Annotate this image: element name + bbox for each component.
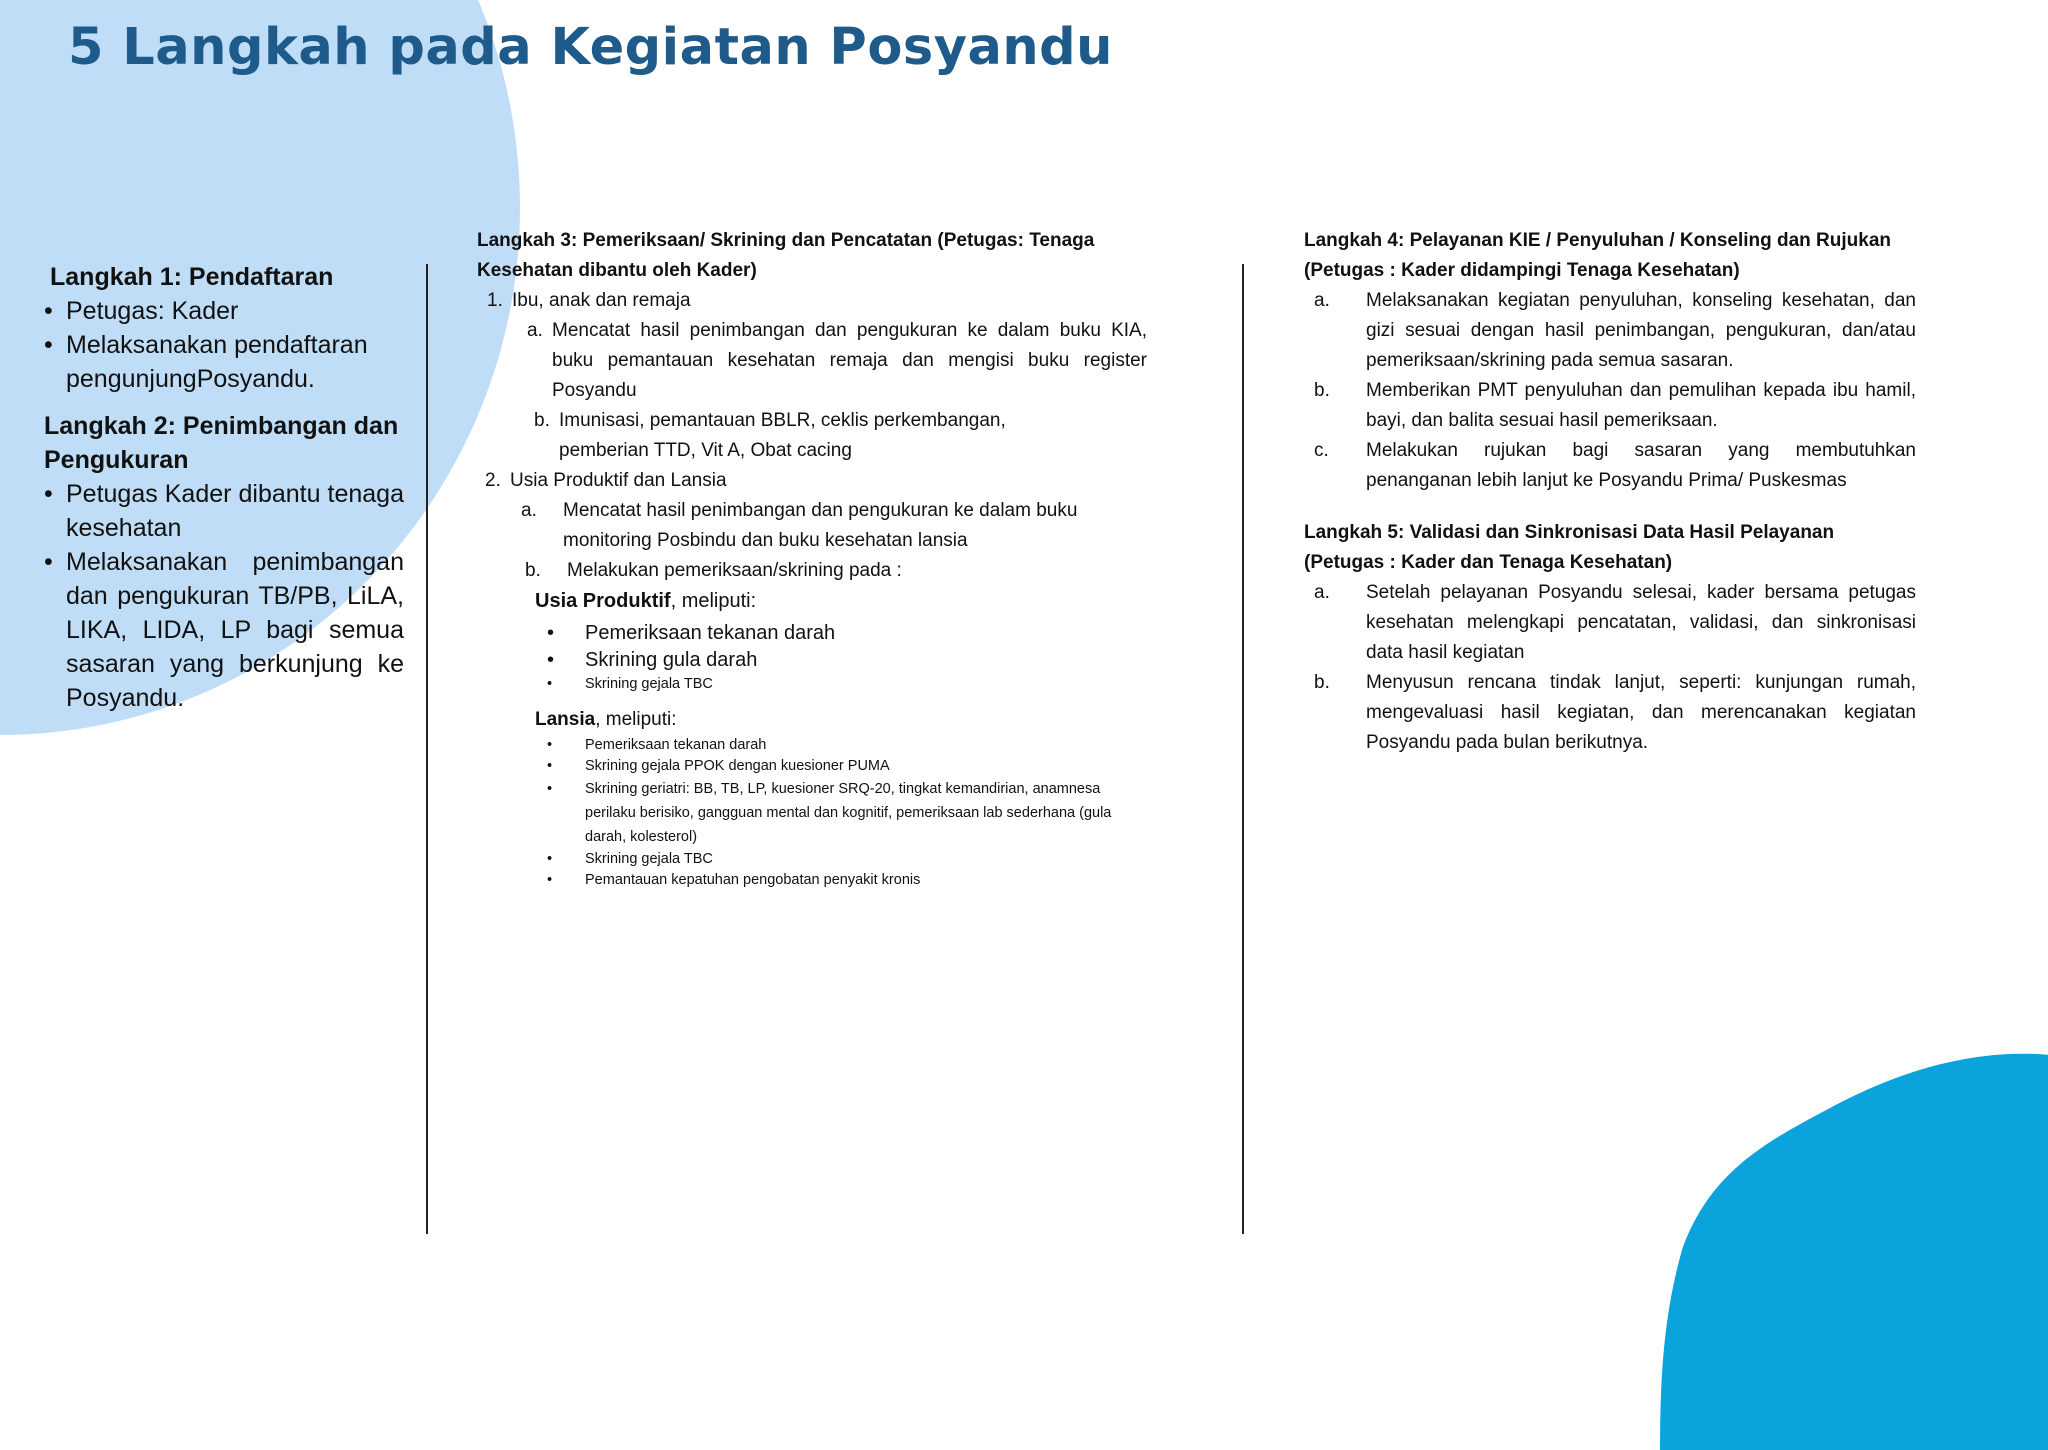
lansia-label: Lansia, meliputi: — [535, 709, 677, 730]
list-item: • Petugas Kader dibantu tenaga kesehatan — [44, 477, 404, 545]
list-marker: c. — [1314, 440, 1329, 461]
list-marker: b. — [1314, 672, 1330, 693]
list-item — [487, 286, 1177, 316]
usia-produktif-label: Usia Produktif, meliputi: — [535, 590, 757, 612]
list-marker: b. — [1314, 380, 1330, 401]
list-marker: a. — [527, 320, 543, 341]
steps-4-5-column — [1304, 226, 1916, 758]
list-item — [521, 496, 1081, 556]
list-item — [1314, 578, 1916, 668]
list-item: • Skrining gejala TBC — [535, 674, 1177, 695]
list-item — [534, 406, 1094, 466]
list-item — [1314, 668, 1916, 758]
list-item-text: Memberikan PMT penyuluhan dan pemulihan kepada ibu hamil, bayi, dan balita sesuai hasil pemeriksaan. — [1366, 380, 1916, 431]
usia-produktif-list — [535, 620, 1177, 695]
list-item — [1314, 286, 1916, 376]
list-marker: b. — [525, 560, 541, 581]
list-item: • Skrining gejala PPOK dengan kuesioner PUMA — [535, 756, 1115, 777]
list-item — [525, 556, 1177, 586]
column-divider-left — [426, 264, 428, 1234]
list-marker: b. — [534, 410, 550, 431]
list-item — [1314, 436, 1916, 496]
list-item: • Pemantauan kepatuhan pengobatan penyakit kronis — [535, 870, 1115, 891]
list-item: • Melaksanakan penimbangan dan pengukuran TB/PB, LiLA, LIKA, LIDA, LP bagi semua sasaran yang berkunjung ke Posyandu. — [44, 545, 404, 715]
column-divider-right — [1242, 264, 1244, 1234]
list-item-text: Melakukan rujukan bagi sasaran yang membutuhkan penanganan lebih lanjut ke Posyandu Prima/ Puskesmas — [1366, 440, 1916, 491]
list-item-text: Imunisasi, pemantauan BBLR, ceklis perkembangan, pemberian TTD, Vit A, Obat cacing — [559, 410, 1006, 461]
step2-heading: Langkah 2: Penimbangan dan Pengukuran — [44, 412, 399, 474]
list-item-text: Usia Produktif dan Lansia — [510, 470, 727, 491]
list-item-text: Mencatat hasil penimbangan dan pengukuran ke dalam buku KIA, buku pemantauan kesehatan remaja dan mengisi buku register Posyandu — [552, 320, 1147, 401]
list-item — [485, 466, 1177, 496]
page-title: 5 Langkah pada Kegiatan Posyandu — [68, 18, 1113, 77]
step2-list — [44, 477, 404, 715]
step3-heading: Langkah 3: Pemeriksaan/ Skrining dan Pencatatan (Petugas: Tenaga Kesehatan dibantu oleh Kader) — [477, 230, 1095, 281]
list-item — [1314, 376, 1916, 436]
list-marker: 1. — [487, 290, 503, 311]
list-marker: a. — [1314, 582, 1330, 603]
list-item: • Skrining geriatri: BB, TB, LP, kuesioner SRQ-20, tingkat kemandirian, anamnesa perilaku berisiko, gangguan mental dan kognitif, pemeriksaan lab sederhana (gula darah, kolesterol) — [535, 777, 1115, 849]
list-marker: a. — [521, 500, 537, 521]
step4-heading: Langkah 4: Pelayanan KIE / Penyuluhan / Konseling dan Rujukan (Petugas : Kader didampingi Tenaga Kesehatan) — [1304, 230, 1892, 281]
step5-heading: Langkah 5: Validasi dan Sinkronisasi Data Hasil Pelayanan (Petugas : Kader dan Tenaga Kesehatan) — [1304, 522, 1835, 573]
decorative-right-blob — [1660, 1050, 2048, 1450]
list-item-text: Ibu, anak dan remaja — [512, 290, 691, 311]
list-item-text: Mencatat hasil penimbangan dan pengukuran ke dalam buku monitoring Posbindu dan buku kesehatan lansia — [563, 500, 1078, 551]
step3-column — [477, 226, 1177, 891]
list-item-text: Setelah pelayanan Posyandu selesai, kader bersama petugas kesehatan melengkapi pencatatan, validasi, dan sinkronisasi data hasil kegiatan — [1366, 582, 1916, 663]
step1-heading: Langkah 1: Pendaftaran — [50, 263, 334, 291]
list-item-text: Melakukan pemeriksaan/skrining pada : — [567, 560, 902, 581]
list-item: • Skrining gula darah — [535, 647, 1177, 674]
list-item — [527, 316, 1147, 406]
step1-list — [44, 294, 404, 396]
list-marker: a. — [1314, 290, 1330, 311]
list-item: • Skrining gejala TBC — [535, 849, 1115, 870]
list-item-text: Melaksanakan kegiatan penyuluhan, konseling kesehatan, dan gizi sesuai dengan hasil penimbangan, pengukuran, dan/atau pemeriksaan/skrining pada semua sasaran. — [1366, 290, 1916, 371]
steps-1-2-column — [44, 260, 404, 715]
lansia-list — [535, 735, 1115, 891]
list-item: • Pemeriksaan tekanan darah — [535, 735, 1115, 756]
list-item: • Petugas: Kader — [44, 294, 404, 328]
list-marker: 2. — [485, 470, 501, 491]
list-item: • Pemeriksaan tekanan darah — [535, 620, 1177, 647]
list-item-text: Menyusun rencana tindak lanjut, seperti: kunjungan rumah, mengevaluasi hasil kegiatan, dan merencanakan kegiatan Posyandu pada bulan berikutnya. — [1366, 672, 1916, 753]
list-item: • Melaksanakan pendaftaran pengunjungPosyandu. — [44, 328, 404, 396]
